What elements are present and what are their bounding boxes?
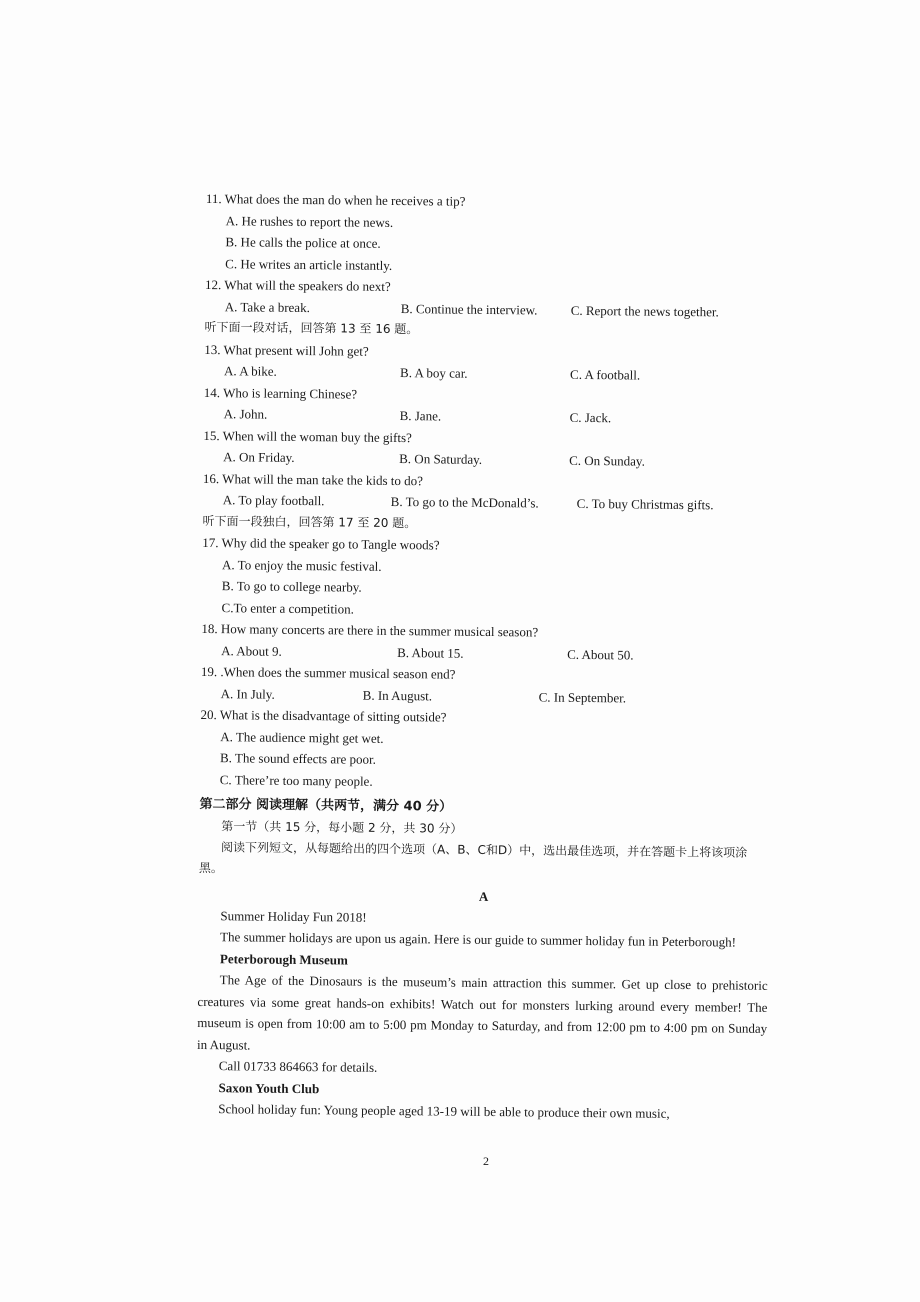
question-12-text: 12. What will the speakers do next?: [204, 276, 391, 294]
question-15-option-b: B. On Saturday.: [399, 451, 483, 467]
question-16-option-c: C. To buy Christmas gifts.: [576, 495, 714, 513]
reading-instruction: 阅读下列短文，从每题给出的四个选项（A、B、C和D）中，选出最佳选项，并在答题卡上将该项涂黑。: [198, 840, 748, 876]
page-number: 2: [483, 1154, 489, 1168]
question-20: [200, 704, 771, 796]
question-14-option-b: B. Jane.: [399, 408, 442, 424]
question-13: [204, 338, 774, 387]
club-text: School holiday fun: Young people aged 13-19 will be able to produce their own music,: [218, 1101, 670, 1121]
question-11-option-a: A. He rushes to report the news.: [225, 212, 394, 230]
question-17: [201, 532, 772, 624]
question-20-option-b: B. The sound effects are poor.: [219, 750, 376, 767]
question-16: [203, 467, 773, 516]
question-19-option-b: B. In August.: [362, 687, 433, 703]
question-12: [205, 274, 775, 323]
question-11-option-b: B. He calls the police at once.: [225, 234, 381, 251]
question-16-text: 16. What will the man take the kids to do?: [202, 470, 424, 488]
museum-heading: Peterborough Museum: [219, 950, 348, 968]
part-two-title: 第二部分 阅读理解（共两节，满分 40 分）: [199, 796, 453, 815]
question-18-option-b: B. About 15.: [397, 644, 464, 661]
question-14-option-a: A. John.: [223, 406, 268, 422]
museum-text: The Age of the Dinosaurs is the museum’s main attraction this summer. Get up close to prehistoric creatures via some great hands-on exhibits! Watch out for monsters lurking around every member! The museum is open from 10:00 am to 5:00 pm Monday to Saturday, and from 12:00 pm to 4:00 pm on Sunday in August.: [196, 972, 768, 1053]
question-12-option-c: C. Report the news together.: [570, 302, 719, 319]
question-19-option-c: C. In September.: [538, 689, 627, 705]
question-17-option-b: B. To go to college nearby.: [221, 578, 362, 595]
question-14: [204, 381, 774, 430]
question-15-option-c: C. On Sunday.: [569, 452, 645, 469]
question-12-option-a: A. Take a break.: [224, 298, 310, 315]
question-11-option-c: C. He writes an article instantly.: [225, 255, 393, 273]
club-heading: Saxon Youth Club: [218, 1079, 320, 1096]
question-17-text: 17. Why did the speaker go to Tangle woods?: [202, 534, 440, 553]
question-19-option-a: A. In July.: [220, 685, 275, 702]
exam-content: [196, 188, 776, 1125]
instruction-13-16: 听下面一段对话，回答第 13 至 16 题。: [204, 319, 419, 337]
question-13-text: 13. What present will John get?: [204, 341, 369, 359]
question-11-text: 11. What does the man do when he receives a tip?: [205, 190, 466, 209]
question-12-option-b: B. Continue the interview.: [400, 300, 538, 317]
section-one-title: 第一节（共 15 分，每小题 2 分，共 30 分）: [221, 818, 463, 836]
question-18-option-a: A. About 9.: [221, 642, 282, 659]
question-16-option-b: B. To go to the McDonald’s.: [390, 493, 539, 511]
instruction-17-20: 听下面一段独白，回答第 17 至 20 题。: [202, 513, 417, 530]
passage-letter: A: [478, 888, 489, 904]
question-18: [201, 618, 771, 667]
question-17-option-c: C.To enter a competition.: [221, 599, 354, 617]
question-17-option-a: A. To enjoy the music festival.: [221, 556, 382, 574]
question-20-option-a: A. The audience might get wet.: [220, 728, 384, 746]
question-19: [201, 661, 771, 710]
question-18-text: 18. How many concerts are there in the summer musical season?: [201, 620, 539, 640]
question-20-option-c: C. There’re too many people.: [219, 771, 373, 789]
passage-title: Summer Holiday Fun 2018!: [220, 907, 367, 925]
question-13-option-c: C. A football.: [569, 366, 641, 383]
question-16-option-a: A. To play football.: [222, 492, 325, 509]
question-15: [203, 424, 773, 473]
question-15-text: 15. When will the woman buy the gifts?: [203, 427, 412, 445]
question-14-text: 14. Who is learning Chinese?: [203, 384, 358, 402]
question-13-option-a: A. A bike.: [224, 363, 277, 379]
question-19-text: 19. .When does the summer musical season end?: [200, 663, 456, 682]
question-11: [205, 188, 776, 280]
question-18-option-c: C. About 50.: [567, 646, 634, 663]
question-13-option-b: B. A boy car.: [399, 365, 468, 381]
question-20-text: 20. What is the disadvantage of sitting outside?: [200, 706, 447, 725]
museum-call: Call 01733 864663 for details.: [218, 1058, 378, 1075]
question-14-option-c: C. Jack.: [569, 409, 612, 426]
passage-intro: The summer holidays are upon us again. Here is our guide to summer holiday fun in Peterborough!: [220, 929, 737, 950]
question-15-option-a: A. On Friday.: [223, 449, 295, 465]
